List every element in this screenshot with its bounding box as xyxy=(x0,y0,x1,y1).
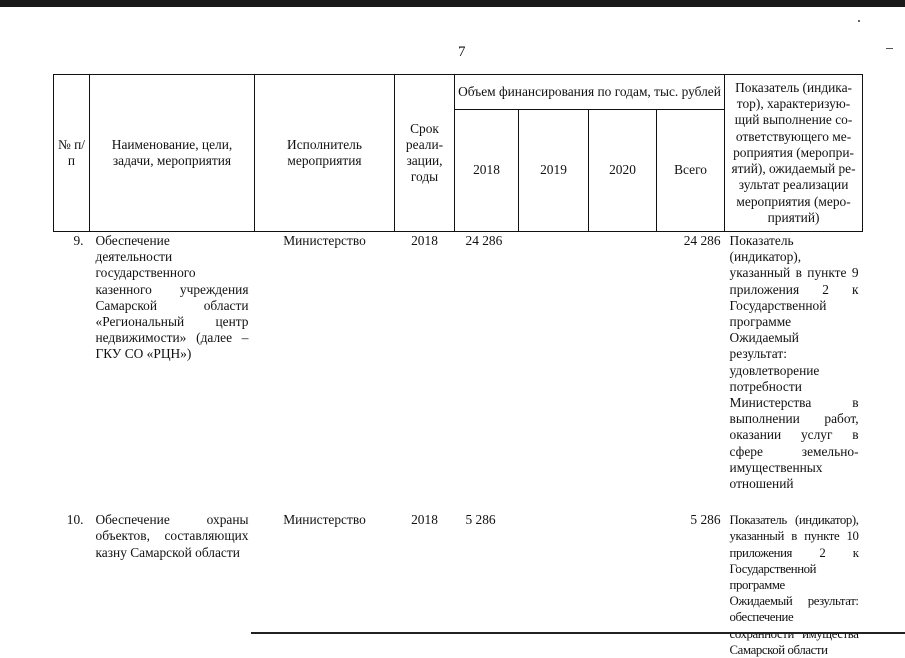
row-name: Обеспечение охраны объектов, составляющих казну Самарской области xyxy=(95,512,249,560)
row-year-2018: 24 286 xyxy=(465,233,503,248)
row-executor: Министерство xyxy=(283,233,366,248)
page-number: 7 xyxy=(458,44,466,60)
scan-speck xyxy=(886,48,893,49)
header-year-2020: 2020 xyxy=(589,110,657,232)
row-year-2018: 5 286 xyxy=(465,512,496,528)
row-total: 24 286 xyxy=(683,233,721,248)
row-year-2020 xyxy=(589,232,657,493)
row-name: Обеспечение деятельности государственного казенного учреждения Самарской области «Региональный центр недвижимости» (далее – ГКУ СО «РЦН») xyxy=(95,233,249,362)
row-total: 5 286 xyxy=(690,512,721,528)
row-executor: Министерство xyxy=(283,512,366,528)
row-term: 2018 xyxy=(411,512,438,528)
scan-speck xyxy=(858,20,860,22)
header-num: № п/п xyxy=(54,75,90,232)
table-row xyxy=(54,232,863,493)
header-year-2019: 2019 xyxy=(519,110,589,232)
row-num: 10. xyxy=(66,512,84,528)
row-term: 2018 xyxy=(411,233,438,248)
scan-top-edge xyxy=(0,0,905,7)
program-table xyxy=(53,74,863,658)
scan-bottom-edge xyxy=(251,632,905,634)
header-total: Всего xyxy=(657,110,725,232)
header-year-2018: 2018 xyxy=(455,110,519,232)
row-indicator: Показатель (индикатор), указанный в пункте 9 приложения 2 к Государственной программе Ожидаемый результат: удовлетворение потребности Министерства в выполнении работ, оказании услуг в сфере земельно-имущественных отношений xyxy=(729,233,859,492)
header-executor: Исполнитель мероприятия xyxy=(255,75,395,232)
header-name: Наименование, цели, задачи, мероприятия xyxy=(90,75,255,232)
header-funding: Объем финансирования по годам, тыс. рублей xyxy=(455,75,725,110)
row-indicator: Показатель (индикатор), указанный в пункте 10 приложения 2 к Государственной программе Ожидаемый результат: обеспечение Самарской области xyxy=(729,513,859,657)
row-year-2019 xyxy=(519,232,589,493)
header-indicator: Показатель (индика- тор), характеризую- щий выполнение со- ответствующего ме- роприятия (меропри- ятий), ожидаемый ре- зультат реализации мероприятия (меро- приятий) xyxy=(725,75,863,232)
header-term: Срок реали- зации, годы xyxy=(395,75,455,232)
row-num: 9. xyxy=(73,233,84,248)
